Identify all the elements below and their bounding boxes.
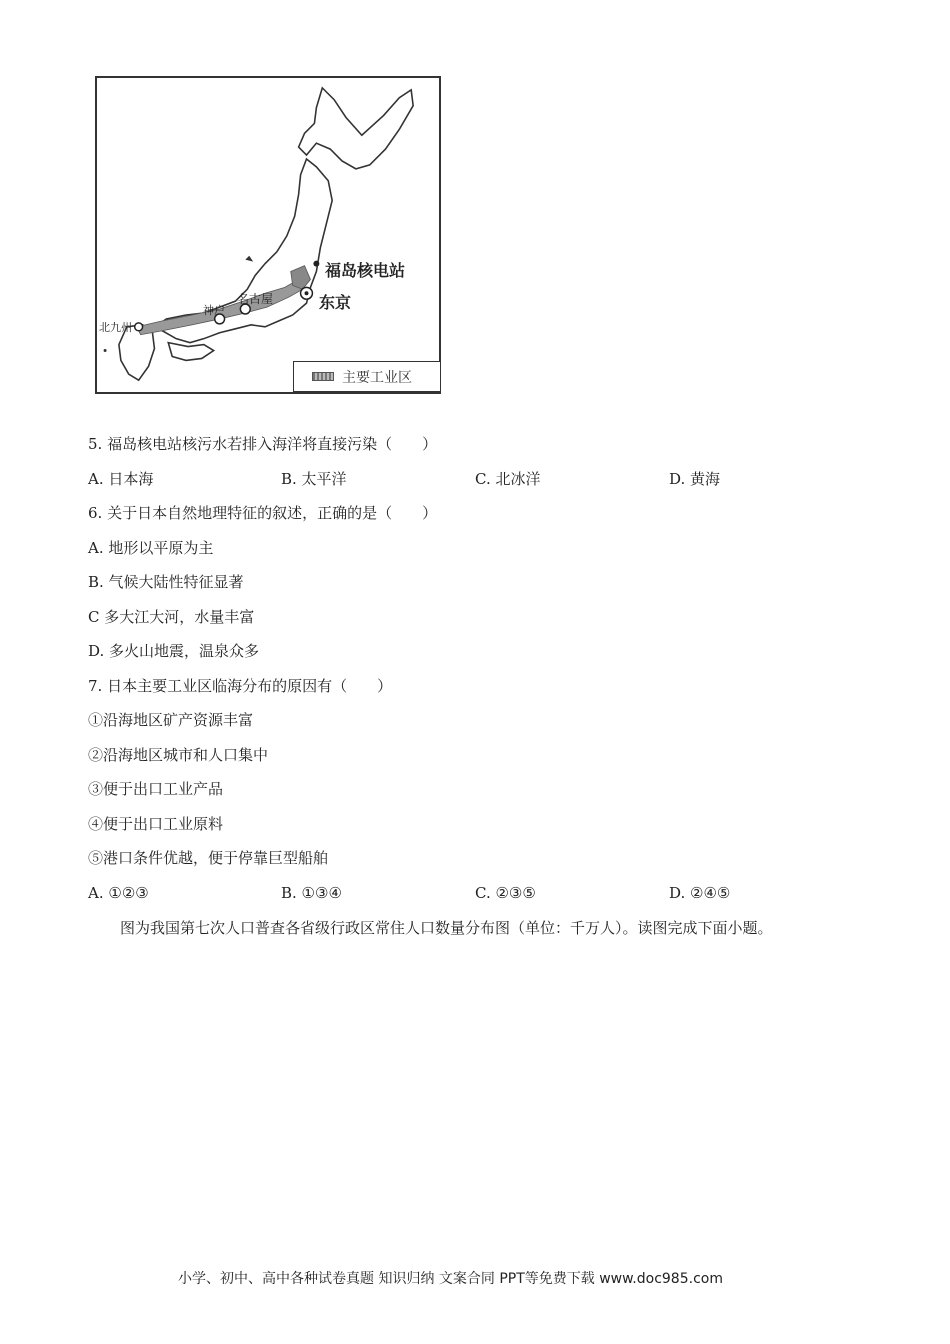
page-footer: 小学、初中、高中各种试卷真题 知识归纳 文案合同 PPT等免费下载 www.doc985.com bbox=[178, 1271, 723, 1287]
question-6-stem: 6. 关于日本自然地理特征的叙述，正确的是（ ） bbox=[88, 504, 438, 522]
next-question-intro: 图为我国第七次人口普查各省级行政区常住人口数量分布图（单位：千万人）。读图完成下面小题。 bbox=[120, 919, 773, 937]
legend-label: 主要工业区 bbox=[342, 369, 412, 386]
question-7-item-4: ④便于出口工业原料 bbox=[88, 815, 224, 833]
question-7-item-1: ①沿海地区矿产资源丰富 bbox=[88, 711, 254, 729]
question-6-option-b: B. 气候大陆性特征显著 bbox=[88, 573, 244, 591]
question-7-option-a: A. ①②③ bbox=[88, 884, 149, 902]
question-7-stem: 7. 日本主要工业区临海分布的原因有（ ） bbox=[88, 677, 393, 695]
question-5-option-c: C. 北冰洋 bbox=[475, 470, 541, 488]
japan-map-figure bbox=[95, 76, 441, 394]
map-label-tokyo: 东京 bbox=[319, 293, 352, 312]
map-legend bbox=[293, 361, 441, 392]
question-7-option-d: D. ②④⑤ bbox=[669, 884, 731, 902]
question-5-stem: 5. 福岛核电站核污水若排入海洋将直接污染（ ） bbox=[88, 435, 438, 453]
question-5-option-b: B. 太平洋 bbox=[281, 470, 347, 488]
question-7-item-3: ③便于出口工业产品 bbox=[88, 780, 224, 798]
question-7-option-b: B. ①③④ bbox=[281, 884, 342, 902]
map-label-fukushima: 福岛核电站 bbox=[325, 261, 406, 280]
map-label-kobe: 神户 bbox=[203, 304, 225, 317]
japan-map-graphic bbox=[97, 78, 439, 392]
question-6-option-a: A. 地形以平原为主 bbox=[88, 539, 214, 557]
question-7-item-2: ②沿海地区城市和人口集中 bbox=[88, 746, 269, 764]
question-7-item-5: ⑤港口条件优越，便于停靠巨型船舶 bbox=[88, 849, 329, 867]
question-7-option-c: C. ②③⑤ bbox=[475, 884, 536, 902]
question-6-option-c: C 多大江大河，水量丰富 bbox=[88, 608, 255, 626]
industrial-zone-swatch bbox=[312, 372, 334, 381]
question-6-option-d: D. 多火山地震，温泉众多 bbox=[88, 642, 260, 660]
question-5-option-d: D. 黄海 bbox=[669, 470, 721, 488]
question-5-option-a: A. 日本海 bbox=[88, 470, 154, 488]
map-label-nagoya: 名古屋 bbox=[237, 292, 274, 306]
map-label-kitakyushu: 北九州 bbox=[99, 321, 132, 334]
